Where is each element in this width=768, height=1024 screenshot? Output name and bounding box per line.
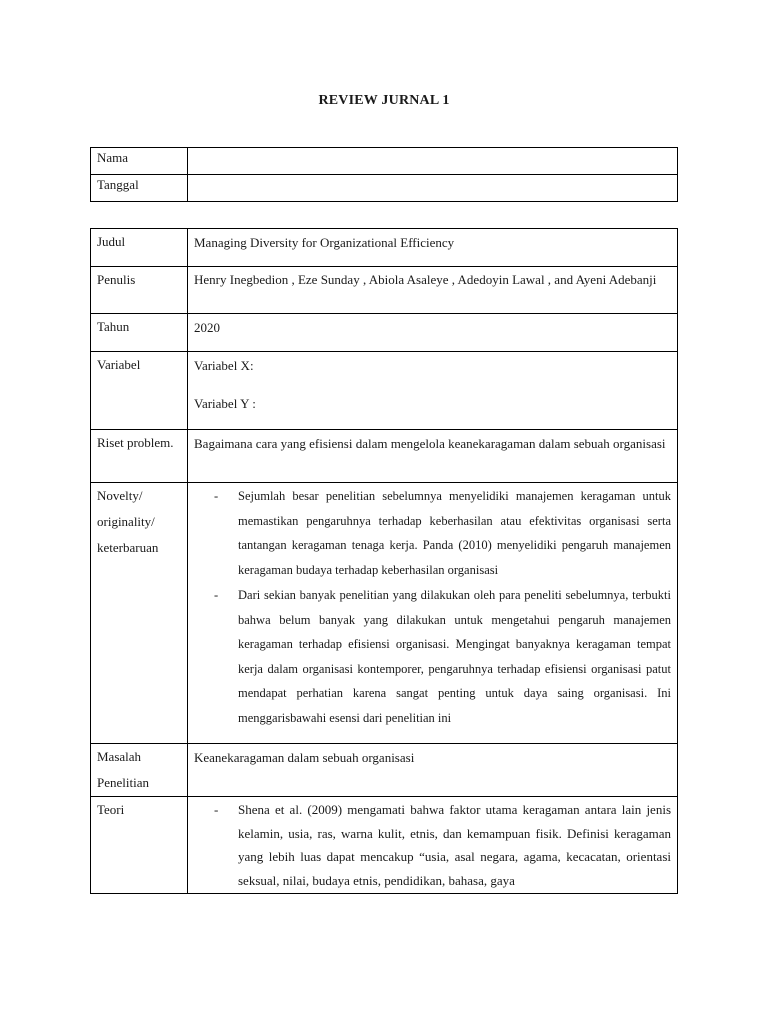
table-row: [91, 229, 678, 267]
novelty-item-text: Sejumlah besar penelitian sebelumnya menyelidiki manajemen keragaman untuk memastikan pengaruhnya terhadap keberhasilan atau efektivitas organisasi serta tantangan keragaman tenaga kerja. Panda (2010) menyelidiki pengaruh manajemen keragaman budaya terhadap keberhasilan organisasi: [238, 489, 671, 577]
variabel-x: Variabel X:: [194, 358, 254, 373]
teori-item-text: Shena et al. (2009) mengamati bahwa faktor utama keragaman antara lain jenis kelamin, usia, ras, warna kulit, etnis, dan kemampuan fisik. Definisi keragaman yang lebih luas dapat mencakup “usia, asal negara, agama, kecacatan, orientasi seksual, nilai, budaya etnis, pendidikan, bahasa, gaya: [238, 802, 671, 888]
table-row: [91, 430, 678, 483]
spacer: [194, 379, 671, 391]
page-title: REVIEW JURNAL 1: [318, 93, 450, 108]
teori-value: [188, 797, 678, 894]
novelty-list: [194, 484, 671, 730]
nama-label: Nama: [91, 148, 188, 175]
table-row: [91, 267, 678, 314]
riset-text: Bagaimana cara yang efisiensi dalam mengelola keanekaragaman dalam sebuah organisasi: [194, 436, 666, 451]
variabel-label: Variabel: [91, 352, 188, 430]
table-row: [91, 352, 678, 430]
judul-text: Managing Diversity for Organizational Efficiency: [194, 235, 455, 250]
penulis-value: [188, 267, 678, 314]
table-row: [91, 744, 678, 797]
novelty-item-text: Dari sekian banyak penelitian yang dilakukan oleh para peneliti sebelumnya, terbukti bahwa belum banyak yang dilakukan untuk mengetahui pengaruh manajemen keragaman terhadap efisiensi organisasi. Mengingat banyaknya keragaman tempat kerja dalam organisasi kontemporer, pengaruhnya terhadap efisiensi organisasi patut mendapat perhatian karena sangat penting untuk daya saing organisasi. Ini menggarisbawahi esensi dari penelitian ini: [238, 588, 671, 725]
list-item: [214, 484, 671, 582]
novelty-value: [188, 483, 678, 744]
teori-label: Teori: [91, 797, 188, 894]
tahun-value: [188, 314, 678, 352]
identity-table: [90, 147, 678, 202]
tahun-label: Tahun: [91, 314, 188, 352]
penulis-label: Penulis: [91, 267, 188, 314]
riset-label: Riset problem.: [91, 430, 188, 483]
table-row: [91, 314, 678, 352]
list-item: [214, 798, 671, 892]
tahun-text: 2020: [194, 320, 220, 335]
dash-bullet: -: [214, 802, 219, 817]
table-row: [91, 175, 678, 202]
nama-value[interactable]: [188, 148, 678, 175]
list-item: [214, 583, 671, 730]
penulis-text: Henry Inegbedion , Eze Sunday , Abiola Asaleye , Adedoyin Lawal , and Ayeni Adebanji: [194, 272, 657, 287]
teori-list: [194, 798, 671, 892]
tanggal-value[interactable]: [188, 175, 678, 202]
review-table: [90, 228, 678, 894]
masalah-label: Masalah Penelitian: [91, 744, 188, 797]
variabel-y: Variabel Y :: [194, 396, 256, 411]
table-row: [91, 148, 678, 175]
dash-bullet: -: [214, 489, 219, 503]
dash-bullet: -: [214, 588, 219, 602]
table-row: [91, 797, 678, 894]
novelty-label: Novelty/ originality/ keterbaruan: [91, 483, 188, 744]
judul-label: Judul: [91, 229, 188, 267]
riset-value: [188, 430, 678, 483]
table-row: [91, 483, 678, 744]
tanggal-label: Tanggal: [91, 175, 188, 202]
masalah-value: [188, 744, 678, 797]
masalah-text: Keanekaragaman dalam sebuah organisasi: [194, 750, 415, 765]
variabel-value: [188, 352, 678, 430]
judul-value: [188, 229, 678, 267]
